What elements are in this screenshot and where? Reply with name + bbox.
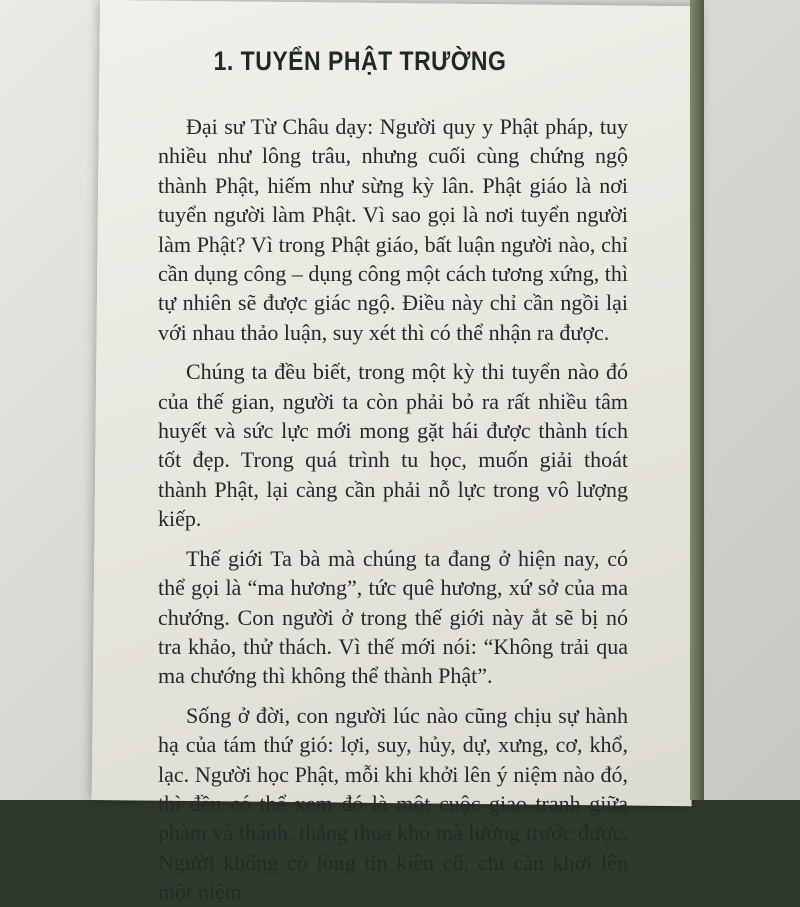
paragraph-1: Đại sư Từ Châu dạy: Người quy y Phật pháp, tuy nhiều như lông trâu, nhưng cuối cùng chứng ngộ thành Phật, hiếm như sừng kỳ lân. Phật giáo là nơi tuyển người làm Phật. Vì sao gọi là nơi tuyển người làm Phật? Vì trong Phật giáo, bất luận người nào, chỉ cần dụng công – dụng công một cách tương xứng, thì tự nhiên sẽ được giác ngộ. Điều này chỉ cần ngồi lại với nhau thảo luận, suy xét thì có thể nhận ra được. bbox=[158, 114, 628, 345]
book-spine bbox=[690, 0, 704, 800]
paragraph-3: Thế giới Ta bà mà chúng ta đang ở hiện nay, có thể gọi là “ma hương”, tức quê hương, xứ sở của ma chướng. Con người ở trong thế giới này ắt sẽ bị nó tra khảo, thử thách. Vì thế mới nói: “Không trải qua ma chướng thì không thể thành Phật”. bbox=[158, 545, 628, 689]
paragraph-2: Chúng ta đều biết, trong một kỳ thi tuyển nào đó của thế gian, người ta còn phải bỏ ra rất nhiều tâm huyết và sức lực mới mong gặt hái được thành tích tốt đẹp. Trong quá trình tu học, muốn giải thoát thành Phật, lại càng cần phải nỗ lực trong vô lượng kiếp. bbox=[158, 359, 628, 532]
paragraph-4: Sống ở đời, con người lúc nào cũng chịu sự hành hạ của tám thứ gió: lợi, suy, hủy, dự, xưng, cơ, khổ, lạc. Người học Phật, mỗi khi khởi lên ý niệm nào đó, thì đều có thể xem đó là một cuộc giao tranh giữa phàm và thánh, thắng thua khó mà lường trước được. Người không có lòng tin kiên cố, chỉ cần khởi lên một niệm bbox=[158, 702, 628, 905]
body-text bbox=[158, 112, 628, 907]
page-title: 1. TUYỂN PHẬT TRƯỜNG bbox=[213, 45, 507, 76]
